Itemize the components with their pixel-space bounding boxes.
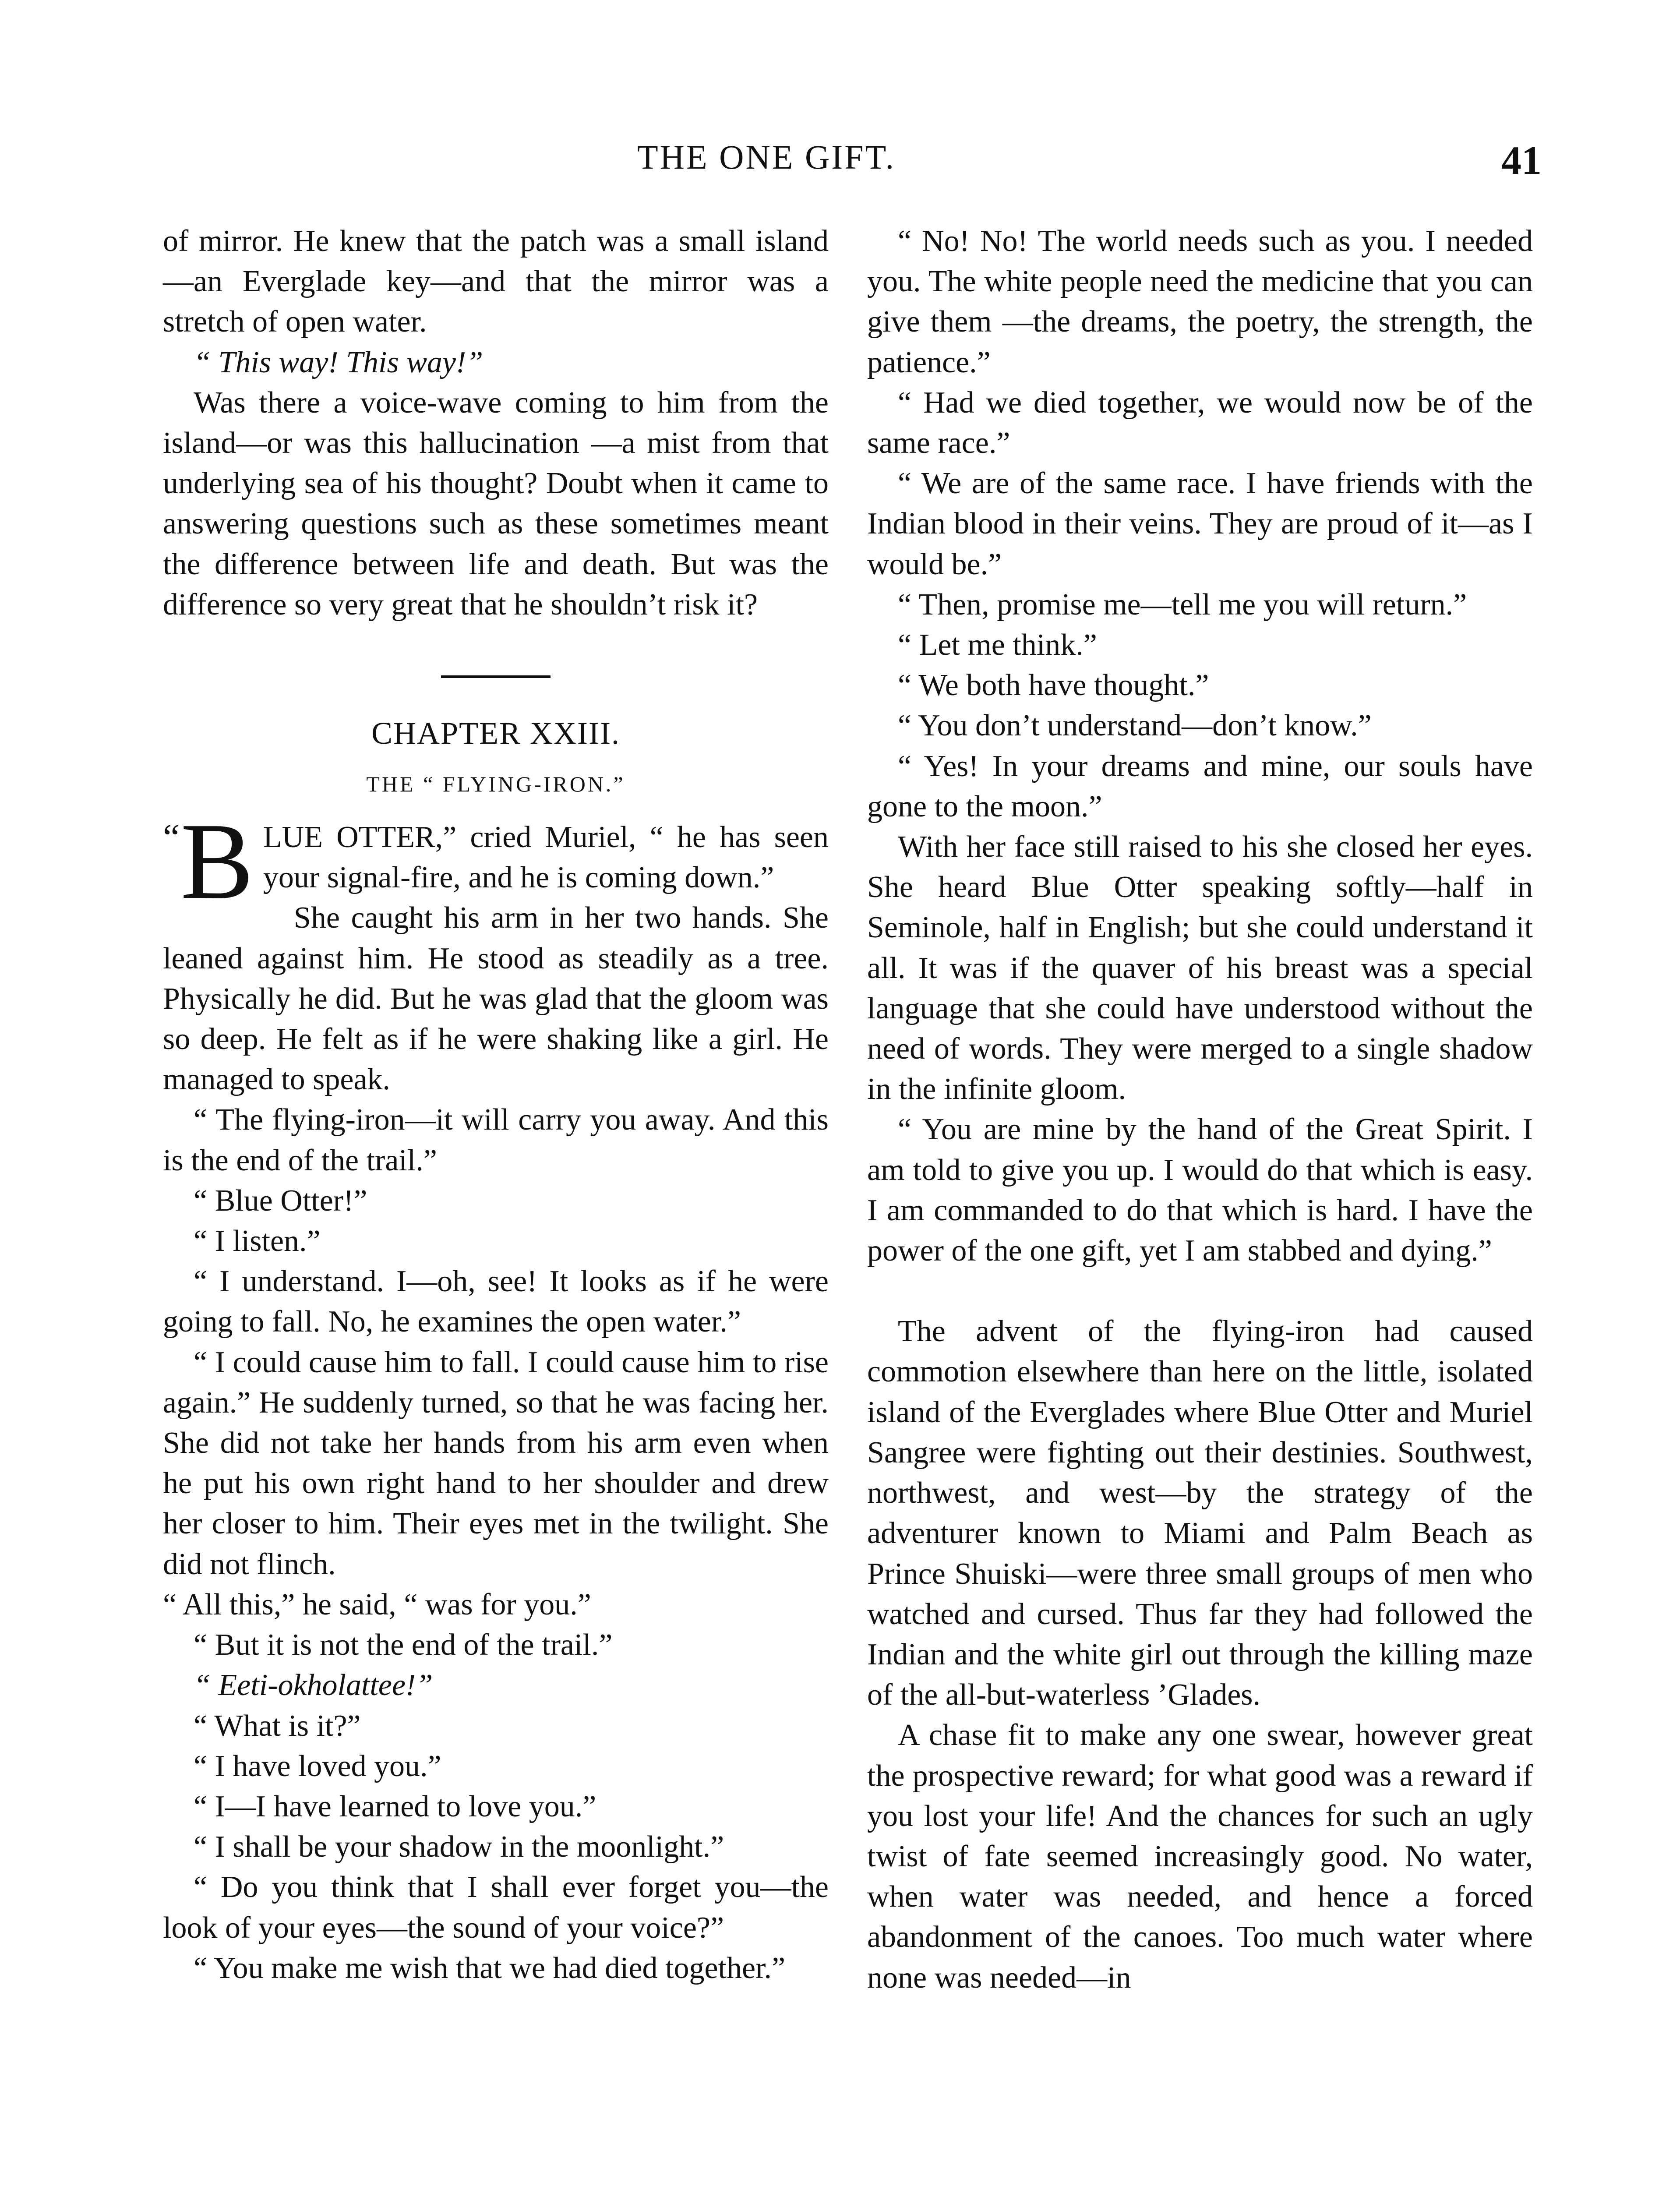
paragraph: “ What is it?” (194, 1709, 361, 1743)
drop-cap-letter: B (180, 801, 254, 922)
paragraph: “ Let me think.” (898, 628, 1097, 662)
drop-cap-quote: “ (163, 816, 180, 858)
paragraph: “ No! No! The world needs such as you. I needed you. The white people need the medicine that you can give them —the dreams, the poetry, the strength, the patience.” (867, 224, 1533, 379)
paragraph: “ I shall be your shadow in the moonlight.” (194, 1830, 724, 1864)
paragraph: “ I have loved you.” (194, 1749, 441, 1783)
paragraph: “ But it is not the end of the trail.” (194, 1628, 613, 1662)
paragraph: “ Do you think that I shall ever forget you—the look of your eyes—the sound of your voice?” (163, 1870, 829, 1945)
chapter-heading: CHAPTER XXIII. (371, 716, 620, 751)
chapter-subtitle: THE “ FLYING-IRON.” (366, 772, 625, 797)
paragraph: “ This way! This way!” (194, 345, 484, 379)
paragraph: “ You don’t understand—don’t know.” (898, 709, 1372, 743)
paragraph: A chase fit to make any one swear, however great the prospective reward; for what good was a reward if you lost your life! And the chances for such an ugly twist of fate seemed increasingly good. No water, when water was needed, and hence a forced abandonment of the canoes. Too much water where none was needed—in (867, 1718, 1533, 1995)
paragraph: “ The flying-iron—it will carry you away. And this is the end of the trail.” (163, 1103, 829, 1177)
paragraph: “ I understand. I—oh, see! It looks as if he were going to fall. No, he examines the open water.” (163, 1265, 829, 1339)
paragraph: “ We both have thought.” (898, 668, 1209, 703)
paragraph: “ You are mine by the hand of the Great Spirit. I am told to give you up. I would do that which is easy. I am commanded to do that which is hard. I have the power of the one gift, yet I am stabbed and dying.” (867, 1113, 1533, 1268)
opening-paragraph (163, 801, 829, 922)
paragraph: “ Had we died together, we would now be of the same race.” (867, 385, 1533, 460)
paragraph: “ Yes! In your dreams and mine, our souls have gone to the moon.” (867, 749, 1533, 823)
paragraph: “ We are of the same race. I have friends with the Indian blood in their veins. They are proud of it—as I would be.” (867, 466, 1533, 581)
paragraph: With her face still raised to his she closed her eyes. She heard Blue Otter speaking softly—half in Seminole, half in English; but she could understand it all. It was if the quaver of his breast was a special language that she could have understood without the need of words. They were merged to a single shadow in the infinite gloom. (867, 830, 1533, 1106)
paragraph: Was there a voice-wave coming to him from the island—or was this hallucination —a mist from that underlying sea of his thought? Doubt when it came to answering questions such as these sometimes meant the difference between life and death. But was the difference so very great that he shouldn’t risk it? (163, 385, 829, 622)
drop-cap (163, 801, 254, 922)
paragraph: “ Eeti-okholattee!” (194, 1668, 433, 1703)
paragraph: “ Then, promise me—tell me you will return.” (898, 587, 1467, 622)
page-number: 41 (1501, 138, 1542, 183)
opening-text: LUE OTTER,” cried Muriel, “ he has seen your signal-fire, and he is coming down.” (263, 820, 829, 895)
section-divider (441, 675, 551, 678)
paragraph: “ I listen.” (194, 1224, 321, 1258)
paragraph: The advent of the flying-iron had caused commotion elsewhere than here on the little, isolated island of the Everglades where Blue Otter and Muriel Sangree were fighting out their destinies. Southwest, northwest, and west—by the strategy of the adventurer known to Miami and Palm Beach as Prince Shuiski—were three small groups of men who watched and cursed. Thus far they had followed the Indian and the white girl out through the killing maze of the all-but-waterless ’Glades. (867, 1314, 1533, 1712)
paragraph: “ I could cause him to fall. I could cause him to rise again.” He suddenly turned, so that he was facing her. She did not take her hands from his arm even when he put his own right hand to her shoulder and drew her closer to him. Their eyes met in the twilight. She did not flinch. (163, 1345, 829, 1581)
paragraph: She caught his arm in her two hands. She leaned against him. He stood as steadily as a tree. Physically he did. But he was glad that the gloom was so deep. He felt as if he were shaking like a girl. He managed to speak. (163, 901, 829, 1097)
paragraph: of mirror. He knew that the patch was a small island—an Everglade key—and that the mirror was a stretch of open water. (163, 224, 829, 339)
paragraph: “ All this,” he said, “ was for you.” (163, 1587, 591, 1621)
right-column (867, 221, 1533, 1998)
running-title: THE ONE GIFT. (637, 138, 896, 176)
paragraph: “ You make me wish that we had died together.” (194, 1951, 786, 1985)
left-column (163, 221, 829, 1989)
paragraph: “ I—I have learned to love you.” (194, 1789, 596, 1823)
paragraph: “ Blue Otter!” (194, 1183, 367, 1218)
